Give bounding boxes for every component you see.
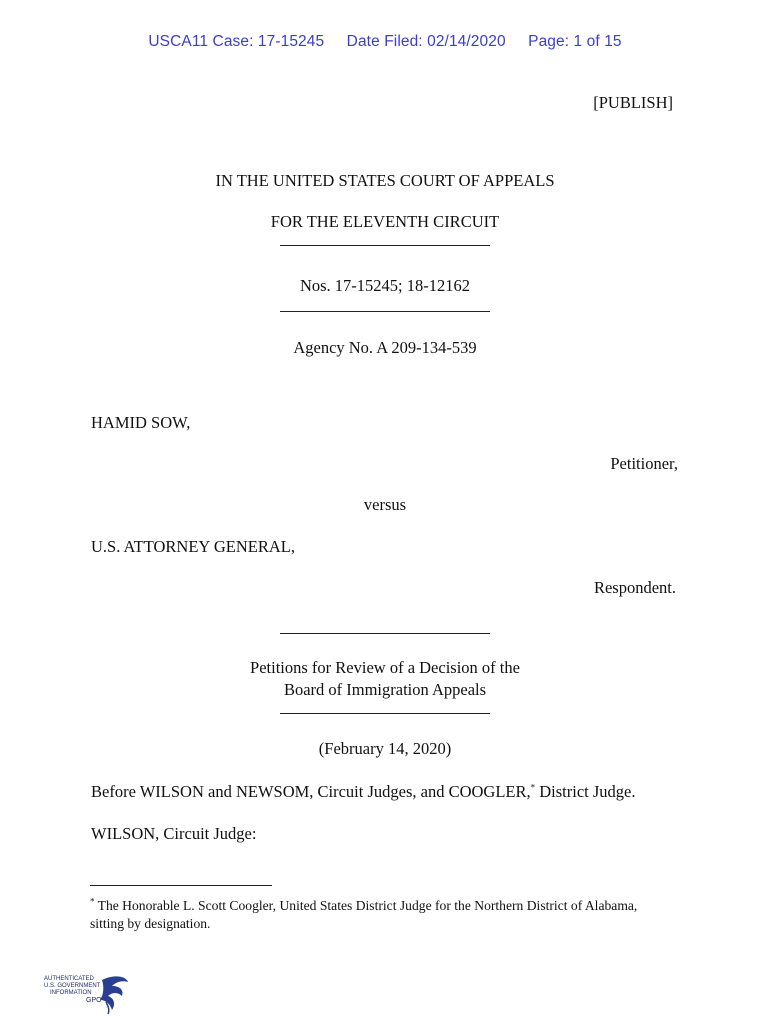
svg-text:AUTHENTICATED: AUTHENTICATED	[44, 976, 94, 982]
gpo-eagle-icon	[44, 972, 134, 1018]
gpo-authentication-seal	[44, 972, 134, 1018]
panel-before: Before WILSON and NEWSOM, Circuit Judges, and COOGLER,	[91, 782, 531, 801]
footnote-marker: *	[90, 896, 95, 907]
petitioner-name: HAMID SOW,	[91, 413, 191, 432]
panel-line	[91, 782, 636, 802]
separator-rule	[280, 713, 490, 714]
court-name: IN THE UNITED STATES COURT OF APPEALS	[215, 171, 555, 190]
svg-text:U.S. GOVERNMENT: U.S. GOVERNMENT	[44, 983, 101, 989]
decision-date: (February 14, 2020)	[318, 739, 452, 758]
petition-line-2: Board of Immigration Appeals	[283, 680, 487, 699]
footnote-marker[interactable]: *	[530, 782, 536, 793]
respondent-name: U.S. ATTORNEY GENERAL,	[91, 537, 295, 556]
footnote-text: The Honorable L. Scott Coogler, United States District Judge for the Northern District of Alabama, sitting by designation.	[90, 898, 638, 931]
respondent-role: Respondent.	[593, 578, 676, 597]
svg-text:INFORMATION: INFORMATION	[50, 990, 92, 996]
publish-tag: [PUBLISH]	[593, 93, 673, 112]
opinion-author: WILSON, Circuit Judge:	[91, 824, 257, 843]
filing-header	[0, 33, 770, 51]
panel-after: District Judge.	[535, 782, 636, 801]
separator-rule	[280, 311, 490, 312]
case-numbers: Nos. 17-15245; 18-12162	[299, 276, 471, 295]
case-number-stamp: USCA11 Case: 17-15245	[148, 33, 325, 50]
versus: versus	[363, 495, 407, 514]
svg-text:GPO: GPO	[86, 997, 102, 1004]
footnote-separator	[90, 885, 272, 886]
page-count-stamp: Page: 1 of 15	[528, 33, 622, 50]
separator-rule	[280, 633, 490, 634]
petition-line-1: Petitions for Review of a Decision of the	[250, 658, 520, 677]
date-filed-stamp: Date Filed: 02/14/2020	[346, 33, 506, 50]
agency-number: Agency No. A 209-134-539	[293, 338, 477, 357]
circuit-name: FOR THE ELEVENTH CIRCUIT	[270, 212, 500, 231]
petitioner-role: Petitioner,	[610, 454, 678, 473]
footnote	[90, 897, 650, 933]
separator-rule	[280, 245, 490, 246]
